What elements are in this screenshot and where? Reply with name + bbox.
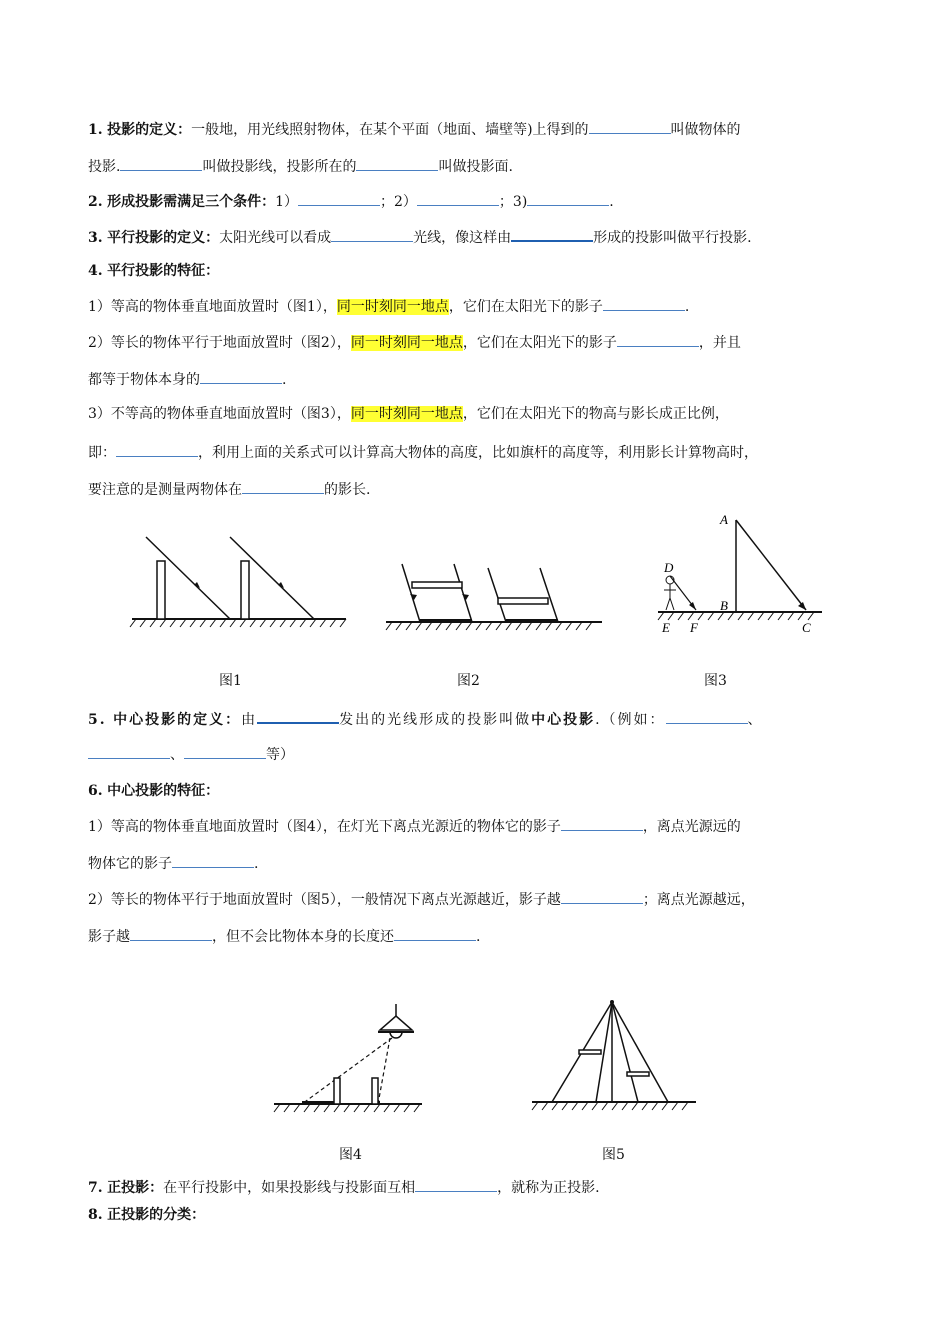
text: ，并且 <box>698 335 741 351</box>
text: ，它们在太阳光下的物高与影长成正比例， <box>462 406 729 422</box>
text: ，但不会比物体本身的长度还 <box>212 929 394 945</box>
label-A: A <box>720 512 728 527</box>
item-number: 7. <box>88 1180 103 1196</box>
highlighted-text: 同一时刻同一地点 <box>350 335 463 351</box>
answer-blank[interactable] <box>527 191 609 206</box>
text: 即： <box>88 445 116 461</box>
figure-5-caption: 图5 <box>602 1147 625 1163</box>
item-4-point-1 <box>88 296 689 317</box>
figure-3-diagram <box>656 510 828 636</box>
text: 1）等高的物体垂直地面放置时（图4），在灯光下离点光源近的物体它的影子 <box>88 819 561 835</box>
figure-2-caption: 图2 <box>457 673 480 689</box>
item-number: 8. <box>88 1207 103 1223</box>
label-E: E <box>662 620 670 635</box>
answer-blank[interactable] <box>172 853 254 868</box>
text: 的影长. <box>324 482 371 498</box>
item-title: 平行投影的定义： <box>107 230 220 246</box>
text: 1）等高的物体垂直地面放置时（图1）， <box>88 299 337 315</box>
text: . <box>609 194 614 210</box>
item-2-line <box>88 191 614 212</box>
item-number: 1. <box>88 122 103 138</box>
item-5-line-2 <box>88 744 294 765</box>
text: 叫做物体的 <box>670 122 741 138</box>
text: 、 <box>170 747 184 763</box>
item-4-point-3-line-1 <box>88 404 729 424</box>
text: 2）等长的物体平行于地面放置时（图5），一般情况下离点光源越近，影子越 <box>88 892 561 908</box>
text: 投影. <box>88 159 121 175</box>
item-7-line <box>88 1177 600 1198</box>
text: 形成的投影叫做平行投影. <box>593 230 752 246</box>
item-title: 正投影的分类： <box>107 1207 206 1223</box>
answer-blank[interactable] <box>331 227 413 242</box>
item-number: 2. <box>88 194 103 210</box>
bold-term: 中心投影 <box>531 712 596 728</box>
answer-blank[interactable] <box>257 708 339 724</box>
text: 叫做投影线，投影所在的 <box>202 159 357 175</box>
item-title: 正投影： <box>107 1180 164 1196</box>
text: 一般地，用光线照射物体，在某个平面（地面、墙壁等)上得到的 <box>191 122 589 138</box>
answer-blank[interactable] <box>561 889 643 904</box>
item-3-line <box>88 226 752 248</box>
text: ，就称为正投影. <box>497 1180 600 1196</box>
answer-blank[interactable] <box>561 816 643 831</box>
text: . <box>282 372 287 388</box>
figure-5-diagram <box>530 998 702 1114</box>
item-title: 中心投影的定义： <box>113 712 242 728</box>
answer-blank[interactable] <box>120 156 202 171</box>
text: 都等于物体本身的 <box>88 372 200 388</box>
figure-4-diagram <box>272 1002 430 1114</box>
item-title: 形成投影需满足三个条件： <box>107 194 276 210</box>
answer-blank[interactable] <box>617 332 699 347</box>
answer-blank[interactable] <box>88 744 170 759</box>
text: 等） <box>266 747 294 763</box>
item-title: 平行投影的特征： <box>107 263 220 279</box>
figure-4-caption: 图4 <box>339 1147 362 1163</box>
text: . <box>476 929 481 945</box>
answer-blank[interactable] <box>242 479 324 494</box>
answer-blank[interactable] <box>200 369 282 384</box>
item-number: 4. <box>88 263 103 279</box>
label-B: B <box>720 598 728 613</box>
text: 太阳光线可以看成 <box>219 230 332 246</box>
figure-3-caption: 图3 <box>704 673 727 689</box>
text: ，它们在太阳光下的影子 <box>448 299 603 315</box>
text: ，它们在太阳光下的影子 <box>462 335 617 351</box>
answer-blank[interactable] <box>666 709 748 724</box>
item-6-point-2-line-1 <box>88 889 755 910</box>
label-D: D <box>664 560 674 575</box>
text: ；3) <box>498 194 528 210</box>
answer-blank[interactable] <box>511 226 593 242</box>
item-4-point-3-line-2 <box>88 442 758 463</box>
label-C: C <box>802 620 811 635</box>
text: 1） <box>275 194 298 210</box>
text: 要注意的是测量两物体在 <box>88 482 242 498</box>
text: 物体它的影子 <box>88 856 172 872</box>
figure-1-caption: 图1 <box>219 673 242 689</box>
text: 在平行投影中，如果投影线与投影面互相 <box>163 1180 416 1196</box>
answer-blank[interactable] <box>415 1177 497 1192</box>
highlighted-text: 同一时刻同一地点 <box>336 299 449 315</box>
text: 3）不等高的物体垂直地面放置时（图3）， <box>88 406 351 422</box>
text: 2）等长的物体平行于地面放置时（图2）， <box>88 335 351 351</box>
answer-blank[interactable] <box>298 191 380 206</box>
item-6-point-1-line-1 <box>88 816 741 837</box>
item-6-point-1-line-2 <box>88 853 258 874</box>
text: 光线，像这样由 <box>413 230 512 246</box>
answer-blank[interactable] <box>417 191 499 206</box>
label-F: F <box>690 620 698 635</box>
item-number: 6. <box>88 783 103 799</box>
text: ；2） <box>380 194 417 210</box>
text: .（例如： <box>595 712 666 728</box>
item-5-line-1 <box>88 708 764 730</box>
answer-blank[interactable] <box>130 926 212 941</box>
text: ，利用上面的关系式可以计算高大物体的高度，比如旗杆的高度等，利用影长计算物高时， <box>198 445 758 461</box>
item-4-point-2-line-2 <box>88 369 286 390</box>
highlighted-text: 同一时刻同一地点 <box>350 406 463 422</box>
answer-blank[interactable] <box>116 442 198 457</box>
item-4-point-3-line-3 <box>88 479 370 500</box>
text: ，离点光源远的 <box>642 819 741 835</box>
text: 由 <box>241 712 258 728</box>
figure-2-diagram <box>384 560 606 632</box>
item-8-line <box>88 1205 205 1225</box>
item-1-line-2 <box>88 156 513 177</box>
answer-blank[interactable] <box>356 156 438 171</box>
item-6-point-2-line-2 <box>88 926 480 947</box>
text: . <box>254 856 259 872</box>
text: ；离点光源越远， <box>642 892 755 908</box>
answer-blank[interactable] <box>603 296 685 311</box>
item-number: 5. <box>88 712 107 728</box>
item-title: 投影的定义： <box>107 122 192 138</box>
answer-blank[interactable] <box>589 119 671 134</box>
text: . <box>684 299 690 315</box>
text: 、 <box>747 712 764 728</box>
answer-blank[interactable] <box>394 926 476 941</box>
text: 发出的光线形成的投影叫做 <box>339 712 532 728</box>
item-1-line-1 <box>88 119 741 140</box>
item-title: 中心投影的特征： <box>107 783 220 799</box>
answer-blank[interactable] <box>184 744 266 759</box>
item-6-title-line <box>88 781 219 801</box>
item-4-title-line <box>88 261 219 281</box>
item-4-point-2-line-1 <box>88 332 741 353</box>
text: 影子越 <box>88 929 130 945</box>
text: 叫做投影面. <box>438 159 513 175</box>
item-number: 3. <box>88 230 103 246</box>
figure-1-diagram <box>130 533 350 633</box>
